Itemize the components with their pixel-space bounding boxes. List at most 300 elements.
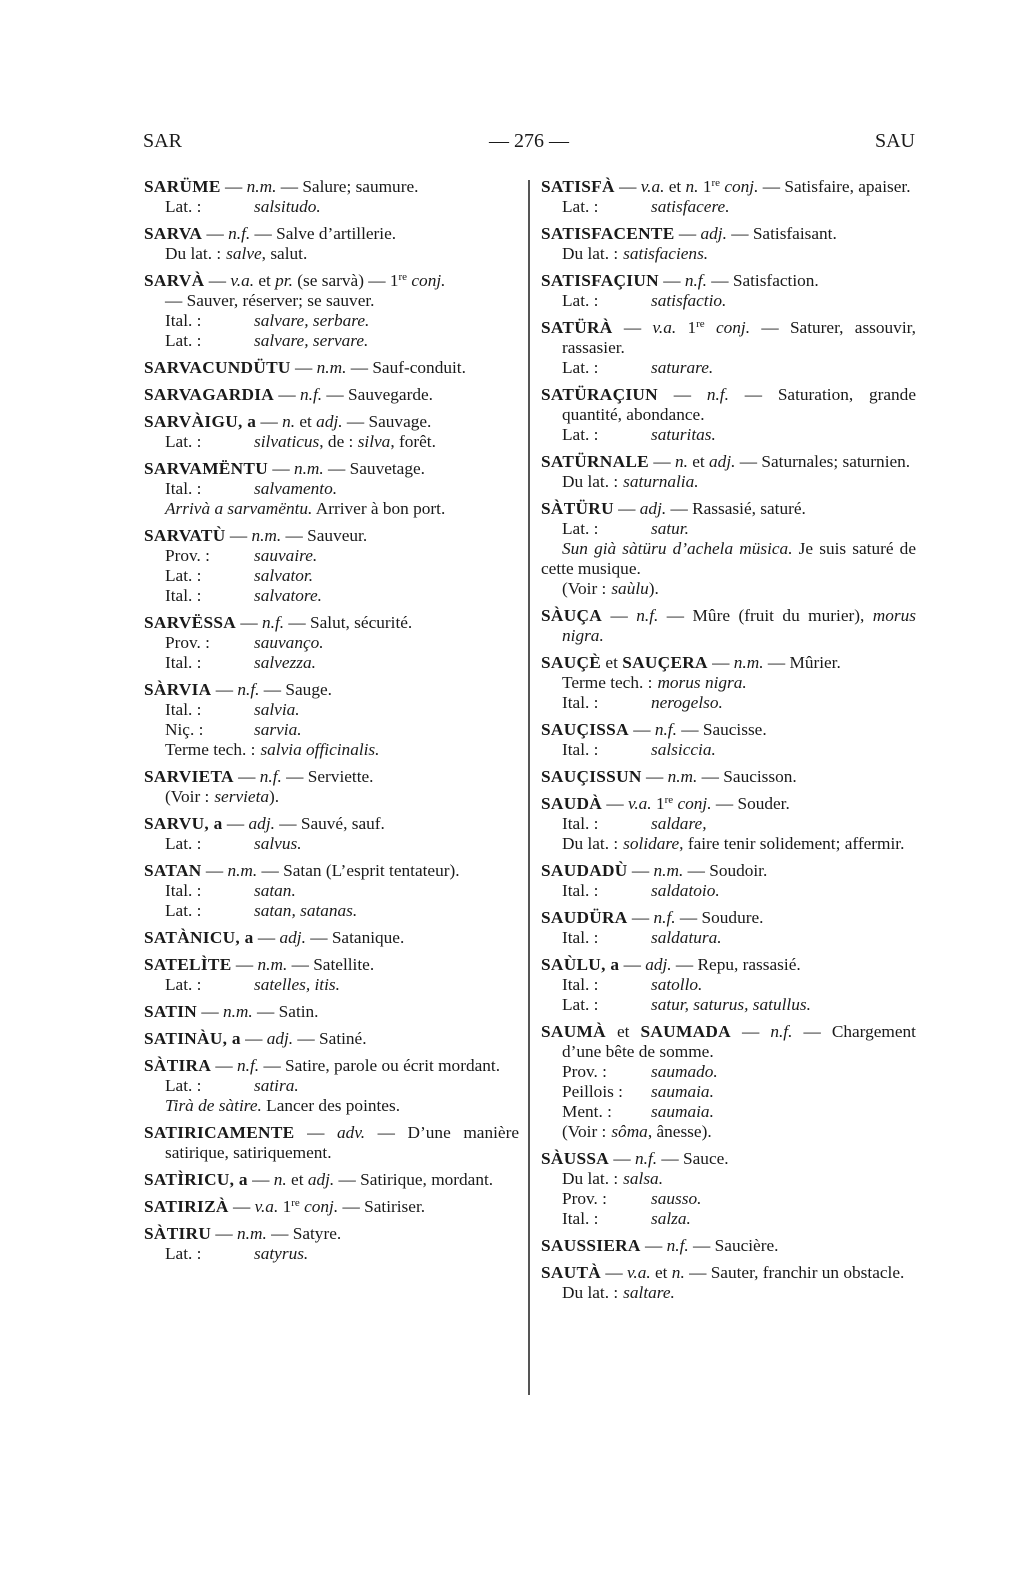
italic-run: saturnalia. <box>623 472 699 491</box>
etymology-line <box>541 197 916 217</box>
headword: SARVACUNDÜTU <box>144 358 291 377</box>
dictionary-entry <box>541 1263 916 1303</box>
italic-run: satisfaciens. <box>623 244 709 263</box>
etymology-line <box>144 331 519 351</box>
text-run: — Rassasié, saturé. <box>666 499 806 518</box>
dictionary-entry <box>541 1149 916 1229</box>
etymology-label: Terme tech. : <box>562 673 653 692</box>
italic-run: saturitas. <box>651 425 716 444</box>
text-run: — Satisfaire, apaiser. <box>758 177 911 196</box>
headword: SARVAMËNTU <box>144 459 269 478</box>
text-run: — <box>290 358 317 377</box>
italic-run: adj. <box>316 412 343 431</box>
entry-definition <box>541 955 916 975</box>
italic-run: n.f. <box>635 1149 658 1168</box>
entry-definition <box>144 1197 519 1217</box>
etymology-line <box>541 1169 916 1189</box>
etymology-line <box>541 244 916 264</box>
dictionary-entry <box>541 794 916 854</box>
italic-run: salvator. <box>254 566 314 585</box>
dictionary-entry <box>541 955 916 1015</box>
text-run: — <box>627 861 654 880</box>
etymology-line <box>144 479 519 499</box>
text-run: et <box>254 271 276 290</box>
entry-definition <box>144 385 519 405</box>
italic-run: saumado. <box>651 1062 718 1081</box>
text-run: — <box>220 177 247 196</box>
usage-example <box>144 1096 519 1116</box>
dictionary-entry <box>144 1056 519 1116</box>
etymology-line <box>144 244 519 264</box>
italic-run: v.a. <box>627 1263 651 1282</box>
etymology-line <box>541 1082 916 1102</box>
usage-example <box>144 499 519 519</box>
entry-definition <box>541 385 916 425</box>
headword: SARVËSSA <box>144 613 237 632</box>
headword: SATISFAÇIUN <box>541 271 659 290</box>
italic-run: conj. <box>724 177 759 196</box>
italic-run: satira. <box>254 1076 299 1095</box>
italic-run: n.f. <box>237 1056 260 1075</box>
entry-definition <box>541 271 916 291</box>
page-header <box>143 130 915 156</box>
etymology-label: Lat. : <box>562 291 599 310</box>
headword: SAUSSIERA <box>541 1236 641 1255</box>
text-run: — Satirique, mordant. <box>334 1170 494 1189</box>
headword: SAUÇERA <box>622 653 708 672</box>
etymology-label: Lat. : <box>562 995 599 1014</box>
italic-run: salvare, servare. <box>254 331 369 350</box>
italic-run: satisfacere. <box>651 197 730 216</box>
text-run: — <box>225 526 252 545</box>
etymology-line <box>144 787 519 807</box>
entry-definition <box>144 1056 519 1076</box>
text-run: — <box>601 1263 627 1282</box>
text-run: ). <box>648 579 659 598</box>
entry-definition <box>144 1224 519 1244</box>
entry-definition <box>144 177 519 197</box>
etymology-label: Prov. : <box>562 1062 607 1081</box>
italic-run: satan, satanas. <box>254 901 358 920</box>
etymology-line <box>144 633 519 653</box>
text-run: — <box>612 318 653 337</box>
entry-definition <box>144 224 519 244</box>
etymology-line <box>144 197 519 217</box>
text-run: — <box>619 955 646 974</box>
italic-run: n.m. <box>246 177 277 196</box>
entry-definition <box>541 794 916 814</box>
entry-definition <box>541 318 916 358</box>
italic-run: v.a. <box>640 177 665 196</box>
etymology-label: Terme tech. : <box>165 740 256 759</box>
entry-definition <box>144 814 519 834</box>
dictionary-entry <box>541 653 916 713</box>
etymology-line <box>144 311 519 331</box>
text-run: 1 <box>676 318 697 337</box>
italic-run: v.a. <box>254 1197 279 1216</box>
entry-definition <box>144 680 519 700</box>
text-run: — Sauvage. <box>342 412 432 431</box>
italic-run: salvus. <box>254 834 302 853</box>
etymology-label: Lat. : <box>562 358 599 377</box>
etymology-line <box>144 740 519 760</box>
dictionary-entry <box>541 385 916 445</box>
headword: SARVAGARDIA <box>144 385 275 404</box>
text-run: — <box>658 271 685 290</box>
entry-definition <box>541 1263 916 1283</box>
italic-run: n.m. <box>653 861 684 880</box>
dictionary-entry <box>144 385 519 405</box>
headword: SATISFACENTE <box>541 224 675 243</box>
dictionary-entry <box>541 224 916 264</box>
text-run: 1 <box>278 1197 292 1216</box>
text-run: — Mûrier. <box>763 653 841 672</box>
text-run: — <box>247 1170 274 1189</box>
italic-run: saùlu <box>611 579 649 598</box>
etymology-label: Ment. : <box>562 1102 612 1121</box>
italic-run: n.m. <box>222 1002 253 1021</box>
text-run: (se sarvà) — 1 <box>292 271 399 290</box>
text-run: — Sauvetage. <box>323 459 425 478</box>
italic-run: pr. <box>275 271 293 290</box>
entry-definition <box>541 767 916 787</box>
dictionary-entry <box>144 814 519 854</box>
etymology-line <box>541 472 916 492</box>
text-run: — Salut, sécurité. <box>284 613 413 632</box>
etymology-label: (Voir : <box>562 579 607 598</box>
etymology-label: Prov. : <box>165 633 210 652</box>
text-run: — <box>730 1022 771 1041</box>
etymology-line <box>541 693 916 713</box>
etymology-label: Ital. : <box>165 311 202 330</box>
italic-run: salvatore. <box>254 586 322 605</box>
italic-run: n.f. <box>262 613 285 632</box>
entry-definition <box>541 224 916 244</box>
entry-definition <box>541 177 916 197</box>
text-run: — Sauvé, sauf. <box>274 814 385 833</box>
entry-definition <box>144 1170 519 1190</box>
text-run: — Satanique. <box>305 928 405 947</box>
dictionary-entry <box>144 861 519 921</box>
text-run: — <box>197 1002 223 1021</box>
dictionary-entry <box>541 861 916 901</box>
headword: SATÜRAÇIUN <box>541 385 658 404</box>
italic-run: n. <box>671 1263 685 1282</box>
text-run: — <box>236 613 262 632</box>
etymology-label: Lat. : <box>165 566 202 585</box>
entry-definition <box>541 606 916 646</box>
entry-definition <box>541 908 916 928</box>
italic-run: n.m. <box>667 767 698 786</box>
dictionary-entry <box>144 177 519 217</box>
etymology-line <box>144 720 519 740</box>
entry-definition <box>144 1029 519 1049</box>
text-run: — Saucisson. <box>697 767 797 786</box>
italic-run: saldatura. <box>651 928 722 947</box>
italic-run: n.m. <box>237 1224 267 1243</box>
italic-run: n.f. <box>300 385 323 404</box>
etymology-label: Lat. : <box>165 1244 202 1263</box>
text-run: — Satan (L’esprit tentateur). <box>257 861 460 880</box>
etymology-label: Du lat. : <box>562 1169 619 1188</box>
italic-run: servieta <box>214 787 270 806</box>
text-run: , forêt. <box>390 432 436 451</box>
etymology-line <box>541 995 916 1015</box>
text-run: — <box>609 1149 635 1168</box>
etymology-line <box>144 834 519 854</box>
etymology-line <box>541 291 916 311</box>
text-run: — <box>211 1056 238 1075</box>
text-run: et <box>664 177 686 196</box>
dictionary-entry <box>541 271 916 311</box>
dictionary-entry <box>144 224 519 264</box>
text-run: — <box>256 412 283 431</box>
italic-run: sausso. <box>651 1189 702 1208</box>
italic-run: satan. <box>254 881 296 900</box>
dictionary-entry <box>541 606 916 646</box>
headword: SARVATÙ <box>144 526 226 545</box>
etymology-label: Ital. : <box>562 1209 599 1228</box>
italic-run: salsiccia. <box>651 740 716 759</box>
page-number: — 276 — <box>489 130 569 152</box>
text-run: — Satin. <box>252 1002 319 1021</box>
text-run: , de : <box>319 432 358 451</box>
text-run: et <box>650 1263 672 1282</box>
text-run: — Sauf-conduit. <box>346 358 466 377</box>
usage-example <box>541 539 916 579</box>
dictionary-entry <box>541 720 916 760</box>
etymology-line <box>144 901 519 921</box>
italic-run: salsa. <box>623 1169 664 1188</box>
text-run: — Chargement d’une bête de somme. <box>562 1022 916 1061</box>
text-run: — Soudoir. <box>683 861 768 880</box>
headword: SATINÀU, a <box>144 1029 241 1048</box>
dictionary-entry <box>144 767 519 807</box>
text-run: et <box>286 1170 308 1189</box>
text-run: 1 <box>651 794 665 813</box>
entry-definition <box>144 1002 519 1022</box>
italic-run: adj. <box>645 955 672 974</box>
etymology-label: Ital. : <box>165 881 202 900</box>
etymology-label: Ital. : <box>165 653 202 672</box>
dictionary-entry <box>541 177 916 217</box>
text-run: — <box>204 271 231 290</box>
etymology-line <box>144 432 519 452</box>
dictionary-entry <box>541 499 916 599</box>
headword: SAÙLU, a <box>541 955 620 974</box>
superscript: re <box>664 794 674 806</box>
dictionary-entry <box>144 1170 519 1190</box>
dictionary-entry <box>541 1022 916 1142</box>
text-run: ). <box>269 787 280 806</box>
italic-run: n.m. <box>316 358 347 377</box>
italic-run: salvezza. <box>254 653 316 672</box>
dictionary-entry <box>144 526 519 606</box>
left-column <box>144 177 519 1271</box>
headword: SARVA <box>144 224 203 243</box>
etymology-label: Prov. : <box>165 546 210 565</box>
etymology-line <box>541 881 916 901</box>
entry-definition <box>541 1022 916 1062</box>
text-run: — Saturnales; saturnien. <box>735 452 911 471</box>
text-run: , ânesse). <box>647 1122 712 1141</box>
dictionary-entry <box>541 318 916 378</box>
text-run: — <box>649 452 675 471</box>
italic-run: sôma <box>611 1122 648 1141</box>
text-run: — <box>628 720 655 739</box>
text-run: — Satisfaisant. <box>726 224 837 243</box>
etymology-label: Lat. : <box>165 901 202 920</box>
text-run: — <box>294 1123 338 1142</box>
italic-run: saldatoio. <box>651 881 720 900</box>
italic-run: adj. <box>279 928 306 947</box>
text-run: — <box>222 814 249 833</box>
entry-definition <box>144 928 519 948</box>
etymology-label: Lat. : <box>562 197 599 216</box>
headword: SÀUSSA <box>541 1149 610 1168</box>
text-run: — <box>274 385 301 404</box>
etymology-label: Ital. : <box>562 740 599 759</box>
etymology-label: Ital. : <box>562 881 599 900</box>
etymology-line <box>541 1283 916 1303</box>
dictionary-entry <box>144 271 519 351</box>
italic-run: conj. <box>677 794 712 813</box>
italic-run: n. <box>674 452 688 471</box>
etymology-label: Prov. : <box>562 1189 607 1208</box>
italic-run: satur. <box>651 519 689 538</box>
italic-run: adj. <box>639 499 667 518</box>
italic-run: n.f. <box>653 908 676 927</box>
dictionary-entry <box>541 1236 916 1256</box>
etymology-line <box>144 881 519 901</box>
text-run: — Satellite. <box>287 955 375 974</box>
italic-run: sarvia. <box>254 720 302 739</box>
headword: SAUÇISSUN <box>541 767 642 786</box>
entry-definition <box>541 1236 916 1256</box>
text-run: , salut. <box>261 244 308 263</box>
headword: SAUDÀ <box>541 794 603 813</box>
entry-definition <box>541 452 916 472</box>
text-run: — <box>657 385 707 404</box>
italic-run: salve <box>226 244 262 263</box>
italic-run: adv. <box>337 1123 366 1142</box>
entry-definition <box>144 271 519 291</box>
dictionary-entry <box>144 1123 519 1163</box>
headword: SARVÀIGU, a <box>144 412 257 431</box>
text-run: , faire tenir solidement; affermir. <box>679 834 905 853</box>
text-run: — Salve d’artillerie. <box>250 224 397 243</box>
text-run: — Repu, rassasié. <box>671 955 801 974</box>
dictionary-entry <box>144 1029 519 1049</box>
text-run: — <box>240 1029 267 1048</box>
superscript: re <box>398 271 408 283</box>
entry-definition <box>144 861 519 881</box>
italic-run: adj. <box>248 814 275 833</box>
italic-run: v.a. <box>627 794 652 813</box>
etymology-line <box>541 740 916 760</box>
etymology-label: (Voir : <box>562 1122 607 1141</box>
italic-run: conj. <box>411 271 446 290</box>
italic-run: n.f. <box>237 680 260 699</box>
text-run: — <box>268 459 294 478</box>
etymology-label: Du lat. : <box>562 1283 619 1302</box>
etymology-label: Niç. : <box>165 720 204 739</box>
etymology-label: Lat. : <box>562 519 599 538</box>
headword: SATELÌTE <box>144 955 232 974</box>
italic-run: v.a. <box>652 318 677 337</box>
text-run: 1 <box>698 177 712 196</box>
italic-run: n. <box>282 412 296 431</box>
italic-run: n.f. <box>666 1236 689 1255</box>
text-run: — Satisfaction. <box>706 271 819 290</box>
text-run: — <box>211 680 238 699</box>
headword: SÀTIRA <box>144 1056 212 1075</box>
italic-run: Arrivà a sarvamëntu. <box>165 499 313 518</box>
text-run: Je suis saturé de cette musique. <box>541 539 916 578</box>
etymology-line <box>144 586 519 606</box>
text-run: — Salure; saumure. <box>276 177 419 196</box>
headword: SATÌRICU, a <box>144 1170 248 1189</box>
italic-run: saumaia. <box>651 1082 714 1101</box>
italic-run: morus nigra. <box>562 606 917 645</box>
text-run: — <box>602 794 628 813</box>
headword: SÀTIRU <box>144 1224 212 1243</box>
text-run: — Soudure. <box>675 908 764 927</box>
text-run: — <box>641 767 668 786</box>
entry-definition <box>144 767 519 787</box>
dictionary-entry <box>144 459 519 519</box>
italic-run: satelles, itis. <box>254 975 340 994</box>
italic-run: sauvanço. <box>254 633 324 652</box>
italic-run: salza. <box>651 1209 691 1228</box>
etymology-line <box>541 1209 916 1229</box>
italic-run: conj. <box>715 318 751 337</box>
etymology-label: Lat. : <box>562 425 599 444</box>
italic-run: adj. <box>266 1029 294 1048</box>
text-run: — Saturation, grande quantité, abondance. <box>562 385 916 424</box>
etymology-line <box>541 1102 916 1122</box>
text-run: — <box>674 224 701 243</box>
headword: SAUDADÙ <box>541 861 628 880</box>
etymology-line <box>541 1189 916 1209</box>
dictionary-entry <box>144 412 519 452</box>
italic-run: salvare, serbare. <box>254 311 370 330</box>
text-run: — <box>627 908 654 927</box>
right-column <box>541 177 916 1310</box>
text-run: — <box>640 1236 667 1255</box>
dictionary-entry <box>541 908 916 948</box>
guide-word-right: SAU <box>874 130 915 152</box>
text-run: — Saucisse. <box>676 720 767 739</box>
etymology-label: Du lat. : <box>562 244 619 263</box>
headword: SARVU, a <box>144 814 223 833</box>
italic-run: n.m. <box>733 653 764 672</box>
etymology-line <box>541 358 916 378</box>
etymology-line <box>144 1244 519 1264</box>
italic-run: silva <box>357 432 391 451</box>
text-run: — Sauter, franchir un obstacle. <box>684 1263 905 1282</box>
etymology-line <box>541 814 916 834</box>
headword: SATIRICAMENTE <box>144 1123 295 1142</box>
etymology-line <box>541 1122 916 1142</box>
dictionary-entry <box>541 452 916 492</box>
entry-definition <box>144 412 519 432</box>
italic-run: satyrus. <box>254 1244 309 1263</box>
italic-run: solidare <box>623 834 680 853</box>
italic-run: saturare. <box>651 358 714 377</box>
italic-run: saldare, <box>651 814 707 833</box>
text-run: — Serviette. <box>281 767 374 786</box>
